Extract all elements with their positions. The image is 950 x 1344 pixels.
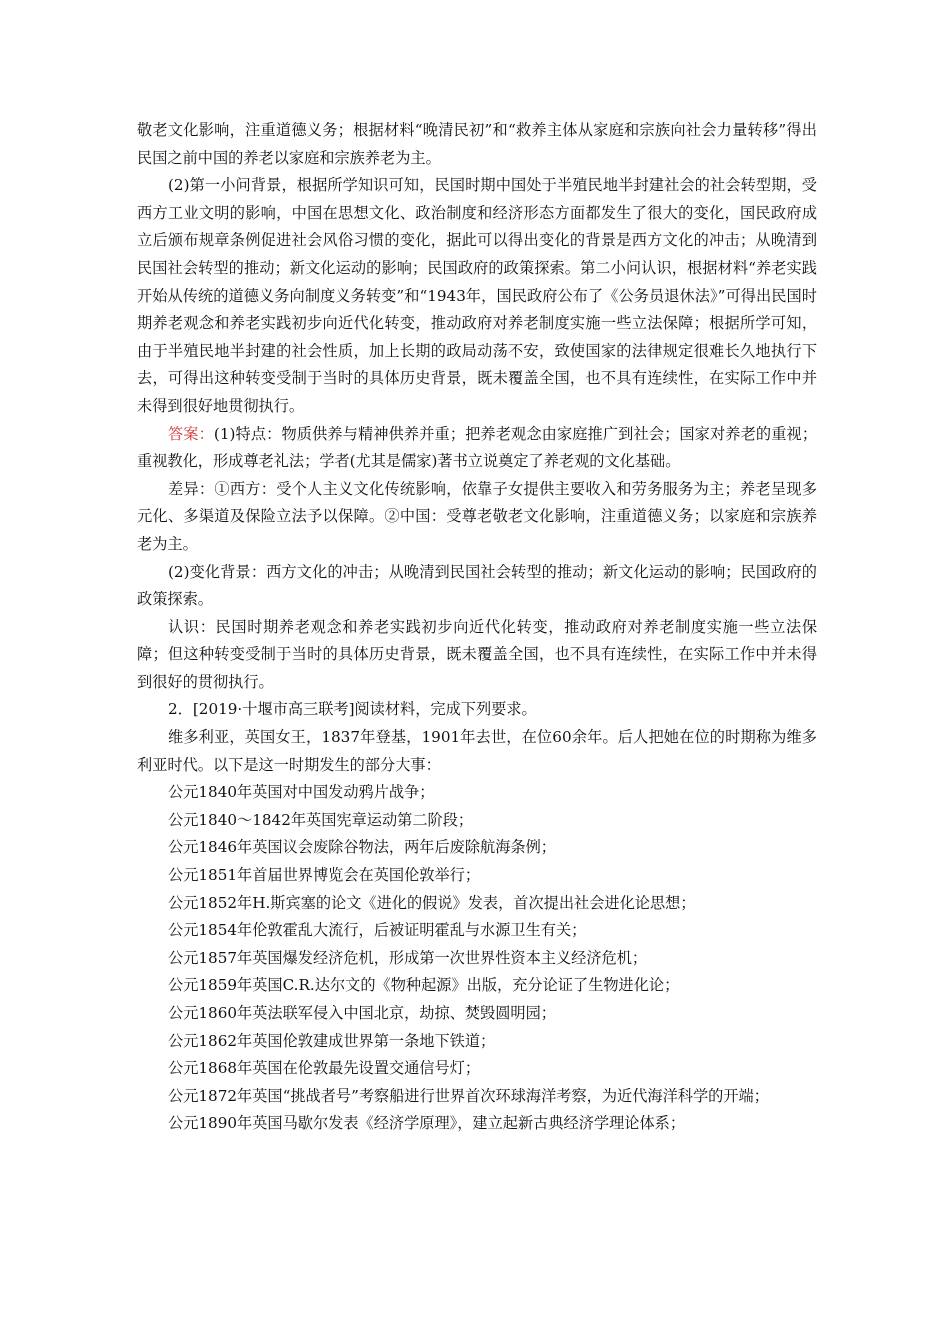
answer-part-1-text: (1)特点：物质供养与精神供养并重；把养老观念由家庭推广到社会；国家对养老的重视；重视教化，形成尊老礼法；学者(尤其是儒家)著书立说奠定了养老观的文化基础。: [137, 424, 818, 471]
event-item: 公元1854年伦敦霍乱大流行，后被证明霍乱与水源卫生有关；: [168, 921, 587, 940]
question-2-intro: 维多利亚，英国女王，1837年登基，1901年去世，在位60余年。后人把她在位的时期称为维多利亚时代。以下是这一时期发生的部分大事：: [137, 728, 817, 774]
paragraph-analysis-2: (2)第一小问背景，根据所学知识可知，民国时期中国处于半殖民地半封建社会的社会转型期，受西方工业文明的影响，中国在思想文化、政治制度和经济形态方面都发生了很大的变化，国民政府成立后颁布规章条例促进社会风俗习惯的变化，据此可以得出变化的背景是西方文化的冲击；从晚清到民国社会转型的推动；新文化运动的影响；民国政府的政策探索。第二小问认识，根据材料“养老实践开始从传统的道德义务向制度义务转变”和“1943年，国民政府公布了《公务员退休法》”可得出民国时期养老观念和养老实践初步向近代化转变，推动政府对养老制度实施一些立法保障；根据所学可知，由于半殖民地半封建的社会性质，加上长期的政局动荡不安，致使国家的法律规定很难长久地执行下去，可得出这种转变受制于当时的具体历史背景，既未覆盖全国，也不具有连续性，在实际工作中并未得到很好地贯彻执行。: [137, 176, 817, 415]
event-item: 公元1852年H.斯宾塞的论文《进化的假说》发表，首次提出社会进化论思想；: [168, 893, 696, 912]
event-item: 公元1846年英国议会废除谷物法，两年后废除航海条例；: [168, 838, 556, 857]
event-item: 公元1851年首届世界博览会在英国伦敦举行；: [168, 866, 481, 885]
event-item: 公元1860年英法联军侵入中国北京，劫掠、焚毁圆明园；: [168, 1004, 556, 1022]
paragraph-continuation: 敬老文化影响，注重道德义务；根据材料“晚清民初”和“救养主体从家庭和宗族向社会力量转移”得出民国之前中国的养老以家庭和宗族养老为主。: [137, 121, 817, 167]
answer-difference: 差异：①西方：受个人主义文化传统影响，依靠子女提供主要收入和劳务服务为主；养老呈现多元化、多渠道及保险立法予以保障。②中国：受尊老敬老文化影响，注重道德义务；以家庭和宗族养老为主。: [137, 479, 817, 553]
event-item: 公元1868年英国在伦敦最先设置交通信号灯；: [168, 1059, 481, 1078]
answer-label: 答案：: [168, 424, 214, 443]
answer-part-2: (2)变化背景：西方文化的冲击；从晚清到民国社会转型的推动；新文化运动的影响；民国政府的政策探索。: [137, 562, 817, 609]
event-item: 公元1890年英国马歇尔发表《经济学原理》，建立起新古典经济学理论体系；: [168, 1114, 686, 1133]
event-item: 公元1859年英国C.R.达尔文的《物种起源》出版，充分论证了生物进化论；: [168, 976, 680, 995]
answer-view: 认识：民国时期养老观念和养老实践初步向近代化转变，推动政府对养老制度实施一些立法保障；但这种转变受制于当时的具体历史背景，既未覆盖全国，也不具有连续性，在实际工作中并未得到很好的贯彻执行。: [137, 617, 817, 691]
answer-part-1: [137, 421, 817, 476]
document-body: [137, 117, 817, 1138]
event-item: 公元1840～1842年英国宪章运动第二阶段；: [168, 810, 474, 829]
event-item: 公元1840年英国对中国发动鸦片战争；: [168, 783, 435, 802]
question-2-header: 2．[2019·十堰市高三联考]阅读材料，完成下列要求。: [168, 700, 537, 719]
event-item: 公元1872年英国“挑战者号”考察船进行世界首次环球海洋考察，为近代海洋科学的开端；: [168, 1086, 769, 1105]
event-item: 公元1862年英国伦敦建成世界第一条地下铁道；: [168, 1031, 496, 1050]
event-item: 公元1857年英国爆发经济危机，形成第一次世界性资本主义经济危机；: [168, 948, 648, 967]
